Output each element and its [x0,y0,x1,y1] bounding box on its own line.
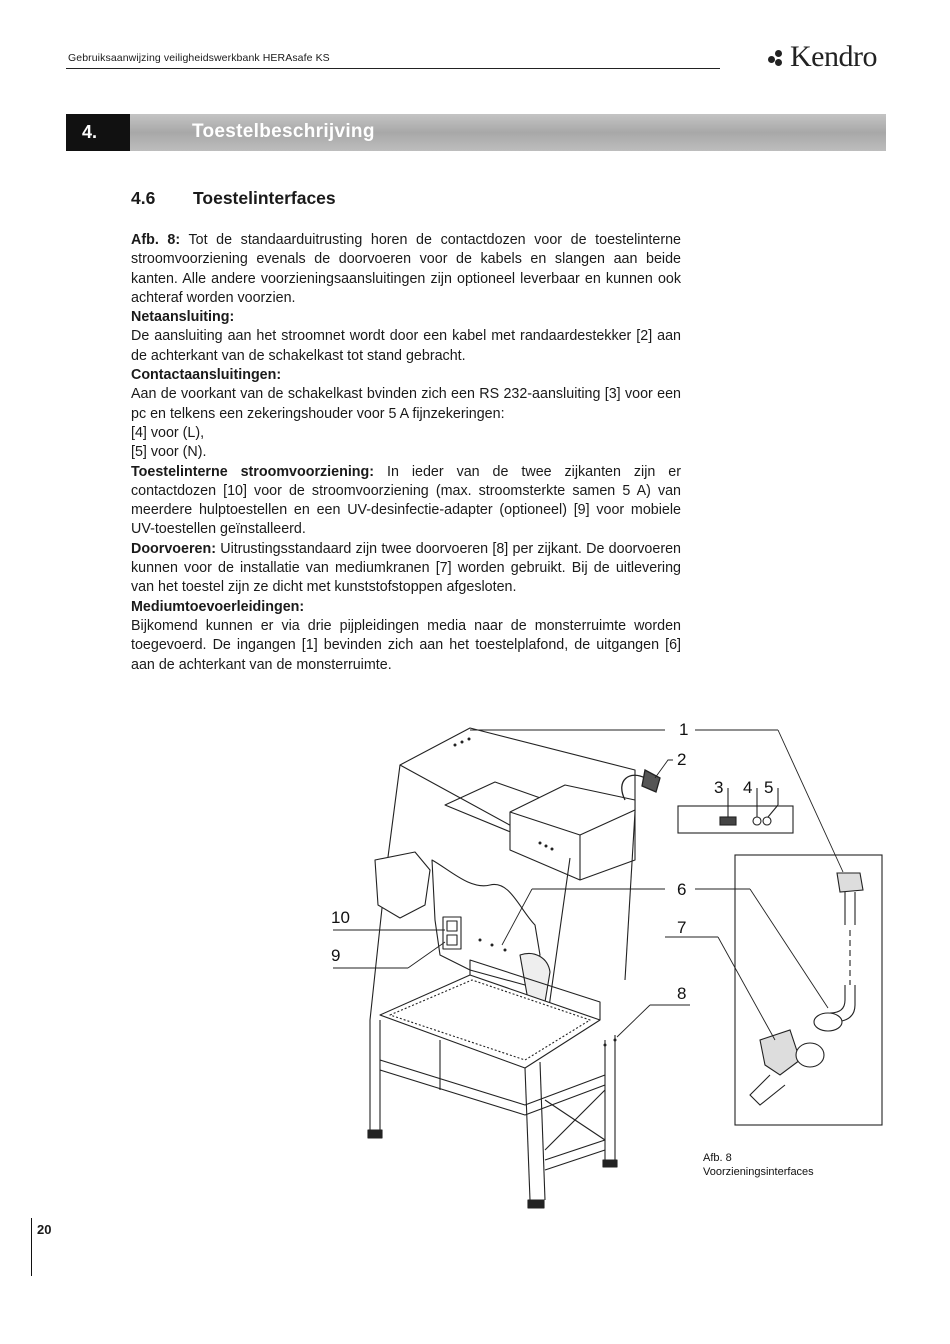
contactaansluitingen-label: Contactaansluitingen: [131,367,282,384]
contactaansluitingen-line-n: [5] voor (N). [131,444,207,461]
logo-text: Kendro [790,40,877,73]
intro-text: Tot de standaarduitrusting horen de contactdozen voor de toestelinterne stroomvoorziening evenals de doorvoeren voor de kabels en slangen aan beide kanten. Alle andere voorzieningsaansluitingen zijn optioneel leverbaar en kunnen ook achteraf worden voorzien. [131,232,681,306]
intro-paragraph [131,231,681,308]
page-number: 20 [37,1222,52,1237]
section-number: 4.6 [131,188,156,208]
callout-1: 1 [679,720,689,739]
section-title: Toestelinterfaces [193,188,336,208]
callout-9: 9 [331,946,341,965]
stroomvoorziening-label: Toestelinterne stroomvoorziening: [131,463,375,480]
doorvoeren-text: Uitrustingsstandaard zijn twee doorvoeren [8] per zijkant. De doorvoeren kunnen voor de installatie van mediumkranen [7] worden gebruikt. Bij de uitlevering van het toestel zijn ze dicht met kunststofstoppen afgesloten. [131,540,681,596]
callout-3: 3 [714,778,724,797]
callout-6: 6 [677,880,687,899]
page-number-rule [31,1218,32,1276]
logo-dots-icon [768,47,788,67]
netaansluiting-text: De aansluiting aan het stroomnet wordt door een kabel met randaardestekker [2] aan de achterkant van de schakelkast tot stand gebracht. [131,328,681,364]
stroomvoorziening-text: In ieder van de twee zijkanten zijn er contactdozen [10] voor de stroomvoorziening (max. stroomsterkte samen 5 A) van meerdere hulptoestellen en een UV-desinfectie-adapter (optioneel) [9] voor mobiele UV-toestellen geïnstalleerd. [131,463,681,538]
chapter-bar [130,114,886,151]
callout-5: 5 [764,778,774,797]
netaansluiting-label: Netaansluiting: [131,309,235,326]
kendro-logo [768,40,877,74]
callout-8: 8 [677,984,687,1003]
mediumtoevoer-text: Bijkomend kunnen er via drie pijpleidingen media naar de monsterruimte worden toegevoerd. De ingangen [1] bevinden zich aan het toestelplafond, de uitgangen [6] aan de achterkant van de monsterruimte. [131,617,681,673]
figure-caption-text: Voorzieningsinterfaces [703,1166,814,1178]
callout-10: 10 [331,908,350,927]
doorvoeren-paragraph [131,540,681,598]
body-text [131,231,681,675]
callout-4: 4 [743,778,753,797]
stroomvoorziening-paragraph [131,463,681,540]
contactaansluitingen-line-l: [4] voor (L), [131,424,205,441]
callout-7: 7 [677,918,687,937]
chapter-title: Toestelbeschrijving [192,121,375,142]
cabinet-illustration [325,712,890,1212]
chapter-number: 4. [66,114,130,151]
section-heading [131,188,336,209]
contactaansluitingen-text: Aan de voorkant van de schakelkast bvinden zich een RS 232-aansluiting [3] voor een pc en telkens een zekeringshouder voor 5 A fijnzekeringen: [131,386,681,422]
mediumtoevoer-label: Mediumtoevoerleidingen: [131,598,305,615]
header-rule [66,68,720,69]
running-header: Gebruiksaanwijzing veiligheidswerkbank HERAsafe KS [68,52,330,64]
callout-2: 2 [677,750,687,769]
figure-caption-number: Afb. 8 [703,1152,732,1164]
intro-label: Afb. 8: [131,232,181,248]
doorvoeren-label: Doorvoeren: [131,540,216,557]
